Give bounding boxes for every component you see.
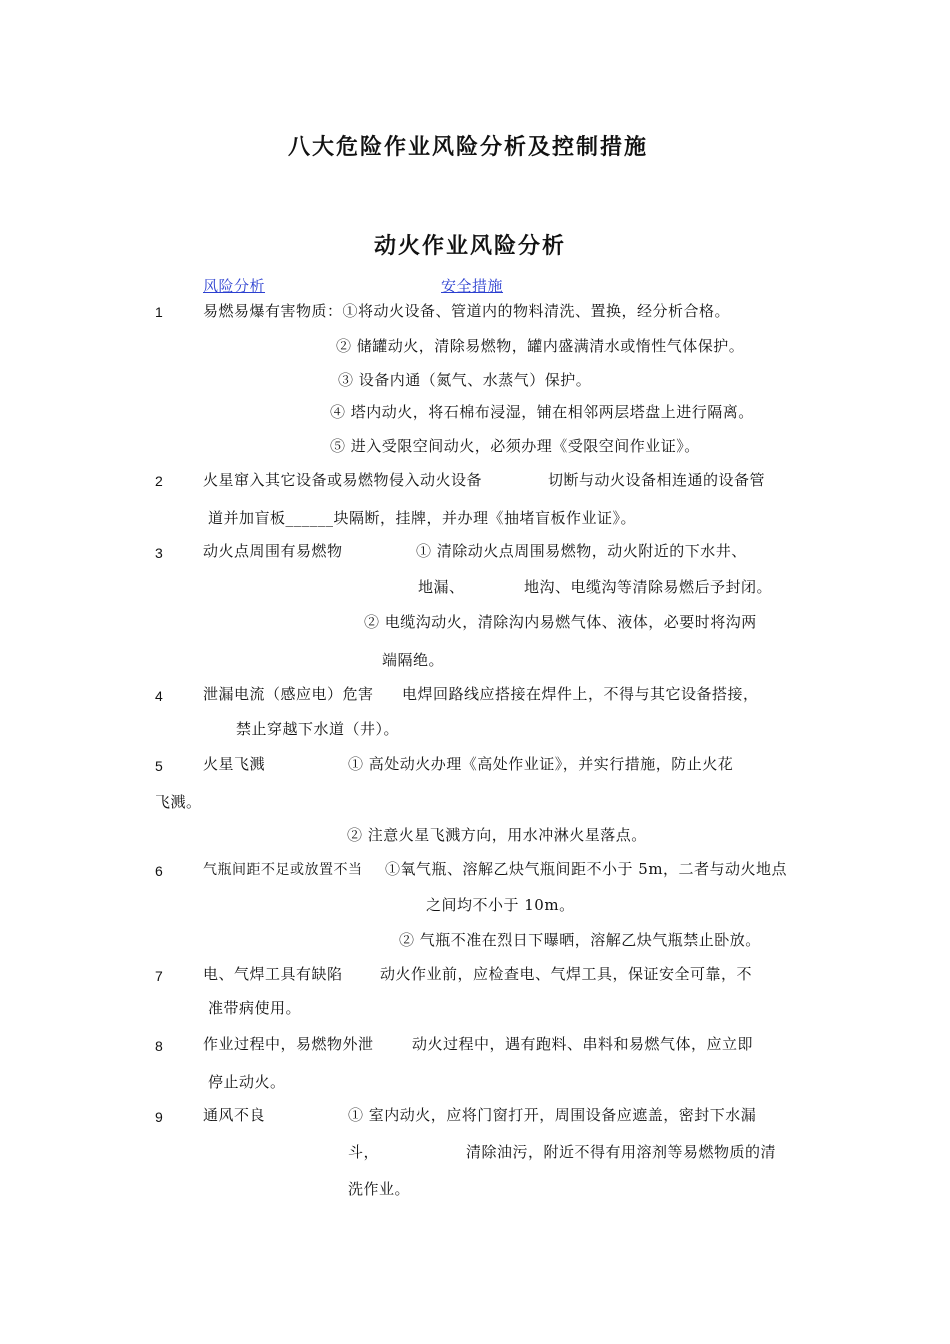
item-risk: 作业过程中，易燃物外泄: [203, 1035, 374, 1053]
item-text-line: ①氧气瓶、溶解乙炔气瓶间距不小于 5m，二者与动火地点: [385, 860, 788, 878]
item-number: 4: [155, 688, 164, 704]
item-text-line: 动火作业前，应检查电、气焊工具，保证安全可靠，不: [380, 965, 753, 983]
item-number: 9: [155, 1109, 164, 1125]
item-text-line: 易燃易爆有害物质：①将动火设备、管道内的物料清洗、置换，经分析合格。: [203, 302, 731, 320]
item-risk: 气瓶间距不足或放置不当: [203, 862, 363, 878]
item-text-line: ⑤ 进入受限空间动火，必须办理《受限空间作业证》。: [330, 437, 700, 455]
item-text-line: 停止动火。: [208, 1073, 286, 1091]
item-text-line: ② 储罐动火，清除易燃物，罐内盛满清水或惰性气体保护。: [336, 337, 745, 355]
item-text-line: ① 室内动火，应将门窗打开，周围设备应遮盖，密封下水漏: [348, 1106, 757, 1124]
item-number: 8: [155, 1038, 164, 1054]
item-text-line: 电焊回路线应搭接在焊件上，不得与其它设备搭接，: [402, 685, 759, 703]
item-text-line: 道并加盲板______块隔断，挂牌，并办理《抽堵盲板作业证》。: [208, 509, 637, 527]
item-text-line: 清除油污，附近不得有用溶剂等易燃物质的清: [466, 1143, 777, 1161]
item-text-line: 飞溅。: [155, 793, 202, 811]
item-text-line: 切断与动火设备相连通的设备管: [548, 471, 766, 489]
item-text-line: 端隔绝。: [382, 651, 445, 669]
item-text-line: 动火过程中，遇有跑料、串料和易燃气体，应立即: [412, 1035, 754, 1053]
item-text-line: 地漏、: [418, 578, 465, 596]
item-number: 5: [155, 758, 164, 774]
item-risk: 火星窜入其它设备或易燃物侵入动火设备: [203, 471, 483, 489]
item-text-line: ① 高处动火办理《高处作业证》，并实行措施，防止火花: [348, 755, 734, 773]
item-text-line: ③ 设备内通（氮气、水蒸气）保护。: [338, 371, 592, 389]
item-text-line: ① 清除动火点周围易燃物，动火附近的下水井、: [416, 542, 747, 560]
item-number: 7: [155, 968, 164, 984]
item-risk: 电、气焊工具有缺陷: [203, 965, 343, 983]
item-text-line: 地沟、电缆沟等清除易燃后予封闭。: [524, 578, 773, 596]
item-number: 1: [155, 304, 164, 320]
item-text-line: 之间均不小于 10m。: [426, 896, 575, 914]
document-title: 八大危险作业风险分析及控制措施: [288, 134, 649, 160]
item-number: 3: [155, 545, 164, 561]
item-text-line: ② 注意火星飞溅方向，用水冲淋火星落点。: [347, 826, 647, 844]
item-risk: 通风不良: [203, 1106, 266, 1124]
item-number: 6: [155, 863, 164, 879]
item-text-line: 斗，: [348, 1143, 380, 1161]
item-risk: 火星飞溅: [203, 755, 266, 773]
item-risk: 动火点周围有易燃物: [203, 542, 343, 560]
safety-measures-link[interactable]: 安全措施: [441, 277, 504, 295]
item-risk: 泄漏电流（感应电）危害: [203, 685, 374, 703]
item-text-line: 准带病使用。: [208, 999, 302, 1017]
section-title: 动火作业风险分析: [374, 233, 567, 259]
item-text-line: ② 气瓶不准在烈日下曝晒，溶解乙炔气瓶禁止卧放。: [399, 931, 761, 949]
item-text-line: ② 电缆沟动火，清除沟内易燃气体、液体，必要时将沟两: [364, 613, 757, 631]
item-text-line: ④ 塔内动火，将石棉布浸湿，铺在相邻两层塔盘上进行隔离。: [330, 403, 754, 421]
risk-analysis-link[interactable]: 风险分析: [203, 277, 266, 295]
item-text-line: 禁止穿越下水道（井）。: [236, 720, 400, 738]
item-number: 2: [155, 473, 164, 489]
item-text-line: 洗作业。: [348, 1180, 411, 1198]
